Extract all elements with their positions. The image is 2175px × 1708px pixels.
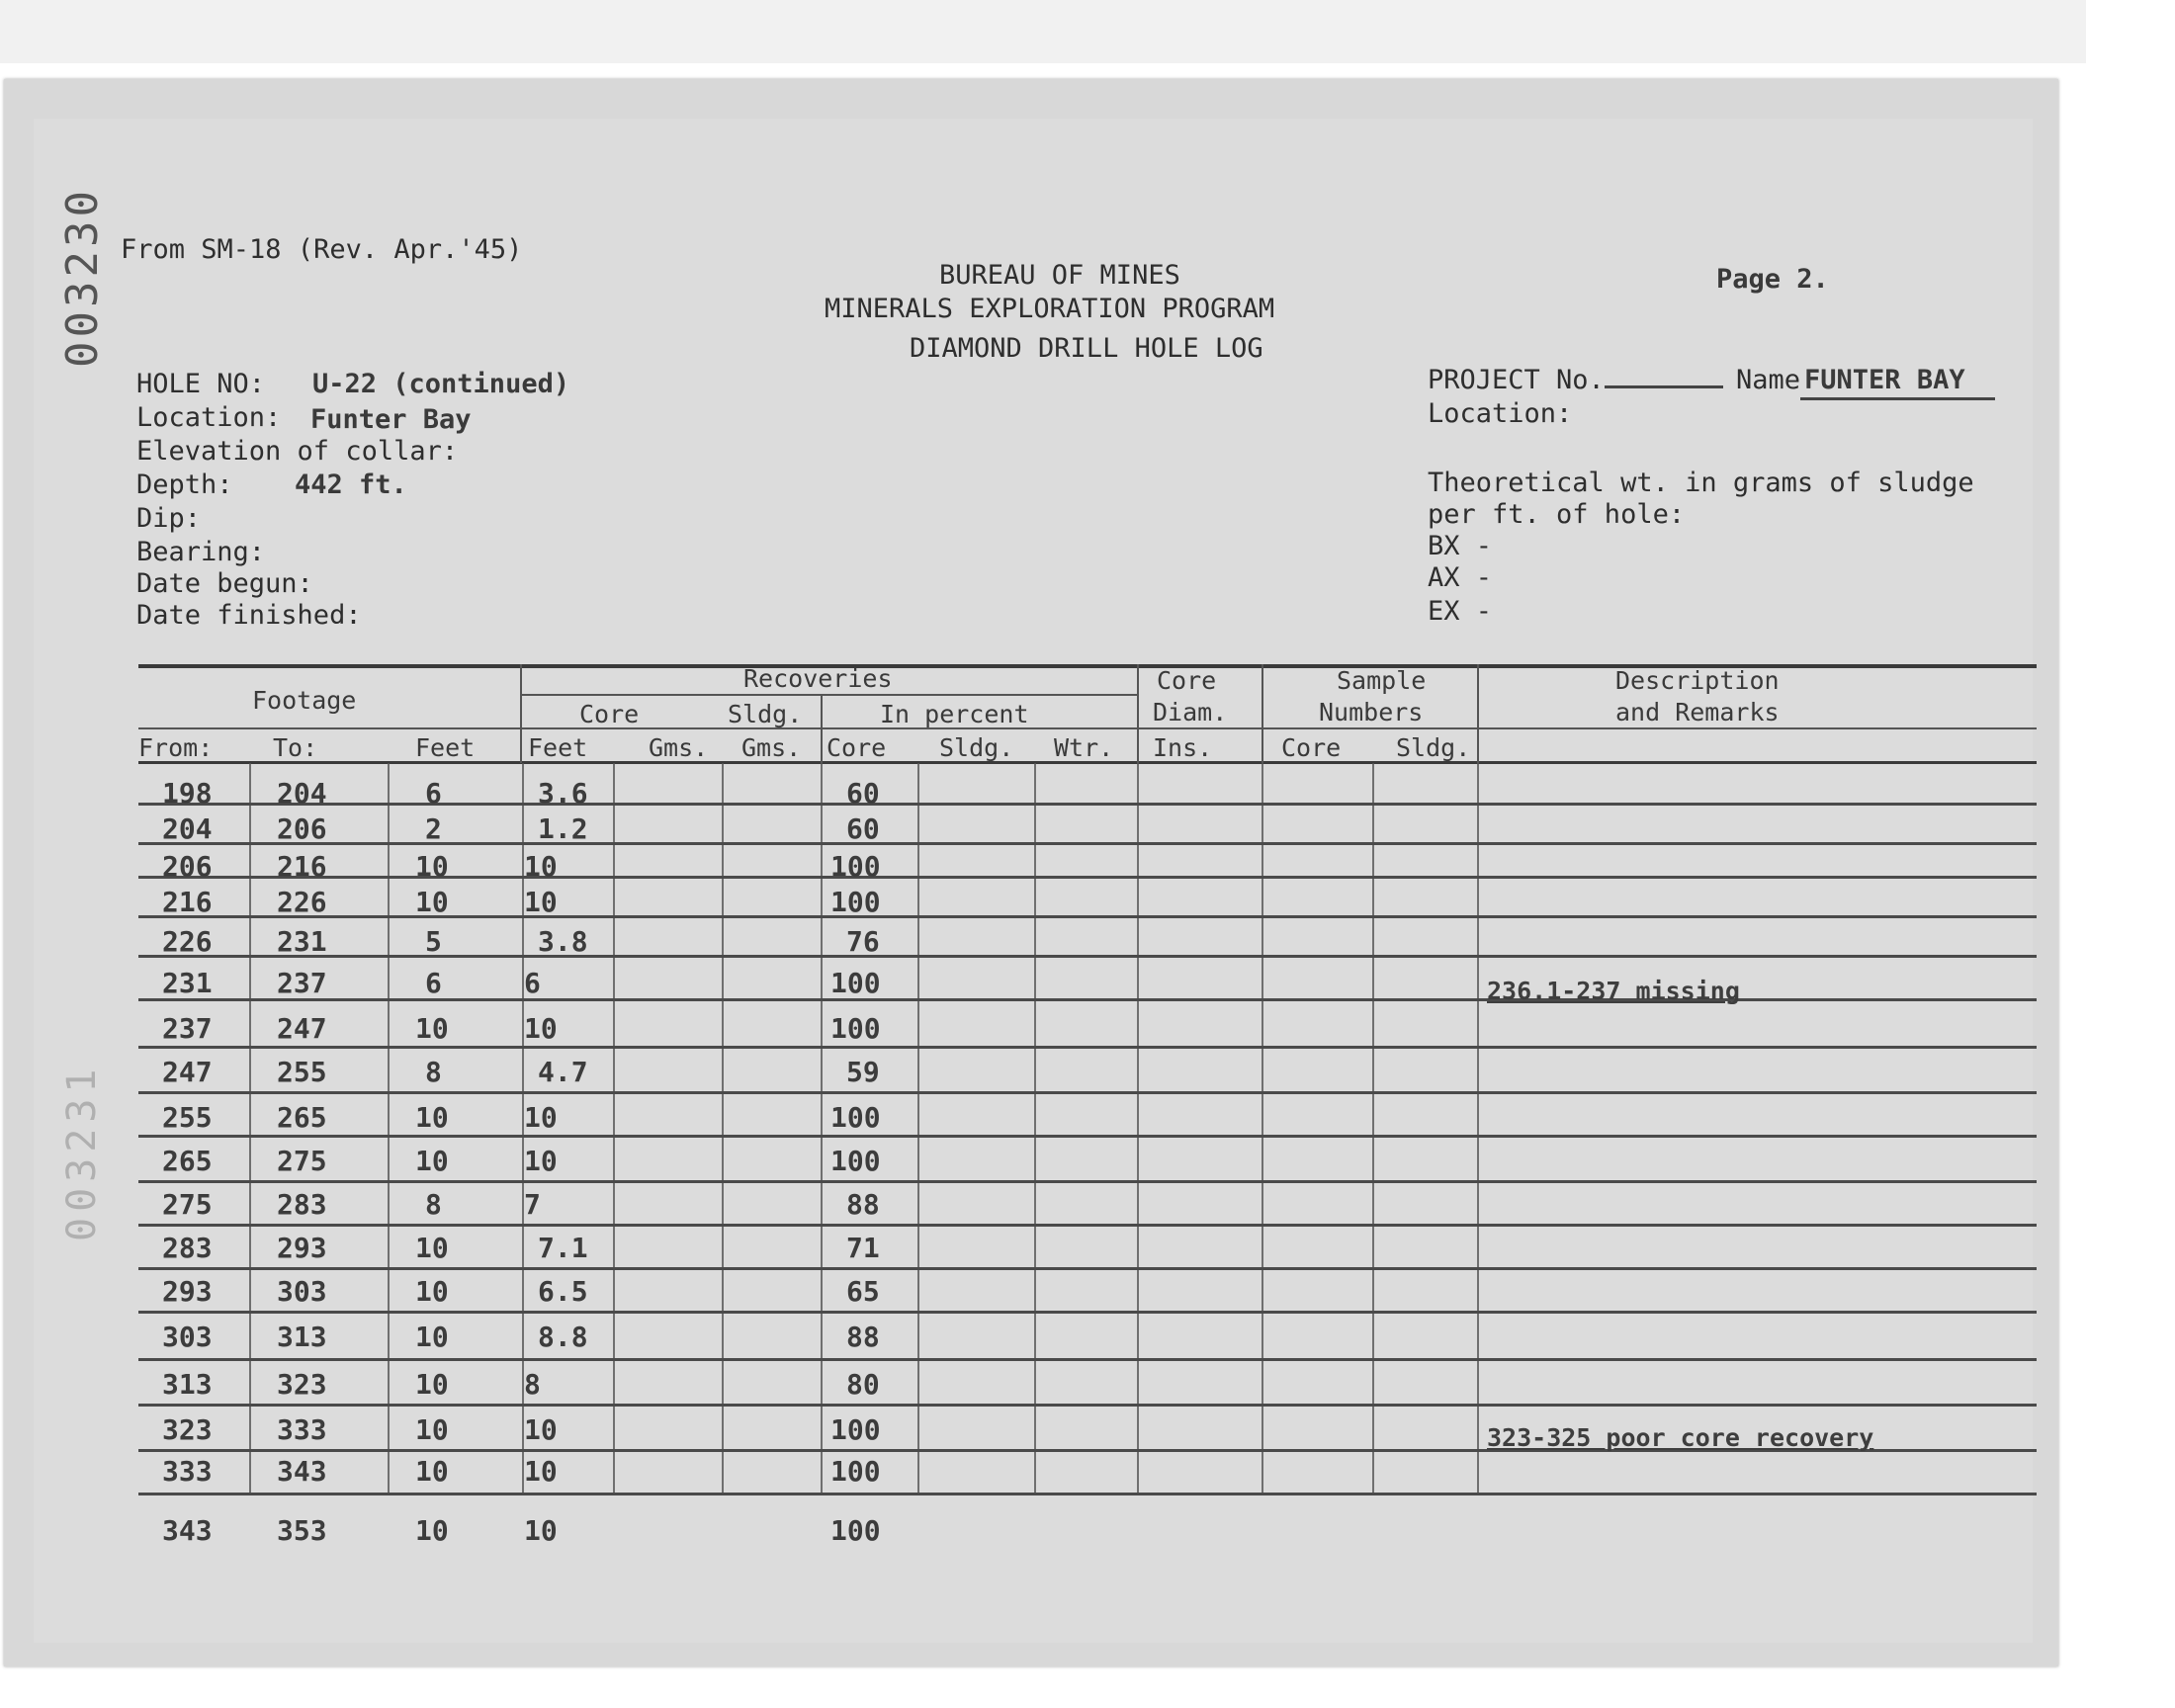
hdr-sldg-gms: Gms. bbox=[741, 733, 802, 762]
cell-to: 333 bbox=[277, 1413, 327, 1446]
theoretical-line1: Theoretical wt. in grams of sludge bbox=[1428, 468, 1974, 498]
hdr-pct-wtr: Wtr. bbox=[1054, 733, 1114, 762]
cell-feet: 10 bbox=[415, 1413, 449, 1446]
project-name-field bbox=[1736, 364, 1995, 400]
cell-pct-core: 60 bbox=[846, 777, 880, 810]
cell-core-feet: 6.5 bbox=[538, 1275, 588, 1308]
depth-value: 442 ft. bbox=[295, 470, 407, 500]
divider-core-pct bbox=[821, 696, 823, 763]
project-no-blank bbox=[1605, 366, 1723, 388]
cell-to: 303 bbox=[277, 1275, 327, 1308]
row-rule bbox=[138, 1493, 2037, 1495]
cell-feet: 10 bbox=[415, 1368, 449, 1401]
cell-feet: 10 bbox=[415, 1145, 449, 1177]
cell-from: 283 bbox=[162, 1232, 213, 1264]
hdr-sldg-group: Sldg. bbox=[728, 700, 803, 728]
cell-feet: 6 bbox=[425, 967, 442, 999]
hdr-sample-1: Sample bbox=[1337, 666, 1427, 695]
cell-pct-core: 100 bbox=[830, 1145, 881, 1177]
hdr-feet: Feet bbox=[415, 733, 476, 762]
cell-core-feet: 10 bbox=[524, 1145, 558, 1177]
cell-from: 204 bbox=[162, 812, 213, 845]
hdr-description-1: Description bbox=[1615, 666, 1780, 695]
cell-pct-core: 100 bbox=[830, 1413, 881, 1446]
cell-to: 231 bbox=[277, 925, 327, 958]
project-name-label: Name bbox=[1736, 365, 1801, 395]
viewer-top-strip bbox=[0, 0, 2086, 63]
cell-pct-core: 100 bbox=[830, 967, 881, 999]
hdr-to: To: bbox=[273, 733, 318, 762]
hdr-pct-sldg: Sldg. bbox=[939, 733, 1014, 762]
location-value: Funter Bay bbox=[310, 404, 472, 435]
cell-to: 313 bbox=[277, 1321, 327, 1353]
stamp-number-bleed: 003231 bbox=[59, 1063, 105, 1241]
hdr-core-diam-3: Ins. bbox=[1153, 733, 1213, 762]
date-begun-label: Date begun: bbox=[136, 568, 313, 599]
cell-to: 247 bbox=[277, 1012, 327, 1045]
cell-to: 206 bbox=[277, 812, 327, 845]
body-column-rule bbox=[1137, 763, 1139, 1494]
cell-core-feet: 3.6 bbox=[538, 777, 588, 810]
hole-no-value: U-22 (continued) bbox=[312, 369, 570, 399]
header-subrow-rule bbox=[138, 727, 2037, 729]
row-rule bbox=[138, 998, 2037, 1001]
cell-feet: 10 bbox=[415, 1275, 449, 1308]
cell-pct-core: 60 bbox=[846, 812, 880, 845]
cell-to: 204 bbox=[277, 777, 327, 810]
divider-footage-recoveries bbox=[520, 664, 522, 763]
row-rule bbox=[138, 1135, 2037, 1138]
stamp-number: 003230 bbox=[57, 187, 108, 368]
cell-from: 313 bbox=[162, 1368, 213, 1401]
cell-feet: 8 bbox=[425, 1056, 442, 1088]
cell-pct-core: 88 bbox=[846, 1188, 880, 1221]
ax-label: AX - bbox=[1428, 562, 1493, 593]
divider-diam-sample bbox=[1262, 664, 1263, 763]
row-rule bbox=[138, 1091, 2037, 1094]
cell-from: 275 bbox=[162, 1188, 213, 1221]
cell-to: 275 bbox=[277, 1145, 327, 1177]
cell-core-feet: 1.2 bbox=[538, 812, 588, 845]
cell-feet: 10 bbox=[415, 1101, 449, 1134]
cell-pct-core: 65 bbox=[846, 1275, 880, 1308]
hole-no-label: HOLE NO: bbox=[136, 369, 266, 399]
cell-from: 303 bbox=[162, 1321, 213, 1353]
cell-core-feet: 6 bbox=[524, 967, 541, 999]
header-program: MINERALS EXPLORATION PROGRAM bbox=[825, 294, 1275, 324]
recoveries-underline bbox=[520, 694, 1137, 696]
divider-recoveries-diam bbox=[1137, 664, 1139, 763]
body-column-rule bbox=[249, 763, 251, 1494]
cell-feet: 10 bbox=[415, 1232, 449, 1264]
cell-feet: 5 bbox=[425, 925, 442, 958]
cell-feet: 10 bbox=[415, 886, 449, 918]
row-rule bbox=[138, 1311, 2037, 1314]
cell-pct-core: 76 bbox=[846, 925, 880, 958]
hdr-core-diam-2: Diam. bbox=[1153, 698, 1228, 726]
cell-pct-core: 100 bbox=[830, 1455, 881, 1488]
hdr-core-feet: Feet bbox=[528, 733, 588, 762]
cell-from: 237 bbox=[162, 1012, 213, 1045]
cell-core-feet: 10 bbox=[524, 1514, 558, 1547]
cell-from: 198 bbox=[162, 777, 213, 810]
cell-to: 343 bbox=[277, 1455, 327, 1488]
cell-feet: 10 bbox=[415, 1455, 449, 1488]
body-column-rule bbox=[1262, 763, 1263, 1494]
cell-pct-core: 71 bbox=[846, 1232, 880, 1264]
ex-label: EX - bbox=[1428, 596, 1493, 627]
hdr-pct-core: Core bbox=[826, 733, 887, 762]
cell-remark: 236.1-237 missing bbox=[1487, 977, 1740, 1005]
hdr-footage: Footage bbox=[252, 686, 357, 715]
cell-core-feet: 10 bbox=[524, 850, 558, 883]
cell-core-feet: 10 bbox=[524, 886, 558, 918]
project-no-field bbox=[1428, 364, 1723, 397]
divider-sample-desc bbox=[1477, 664, 1479, 763]
cell-from: 206 bbox=[162, 850, 213, 883]
cell-feet: 10 bbox=[415, 1321, 449, 1353]
depth-label: Depth: bbox=[136, 470, 233, 500]
cell-from: 343 bbox=[162, 1514, 213, 1547]
cell-pct-core: 100 bbox=[830, 1012, 881, 1045]
cell-from: 323 bbox=[162, 1413, 213, 1446]
row-rule bbox=[138, 955, 2037, 958]
header-bureau: BUREAU OF MINES bbox=[939, 260, 1180, 291]
bx-label: BX - bbox=[1428, 531, 1493, 561]
cell-pct-core: 59 bbox=[846, 1056, 880, 1088]
cell-to: 323 bbox=[277, 1368, 327, 1401]
cell-core-feet: 10 bbox=[524, 1012, 558, 1045]
hdr-in-percent: In percent bbox=[880, 700, 1029, 728]
page-number: Page 2. bbox=[1716, 264, 1829, 295]
row-rule bbox=[138, 1358, 2037, 1361]
cell-feet: 6 bbox=[425, 777, 442, 810]
cell-pct-core: 100 bbox=[830, 850, 881, 883]
project-location-label: Location: bbox=[1428, 398, 1573, 429]
cell-core-feet: 10 bbox=[524, 1101, 558, 1134]
cell-from: 247 bbox=[162, 1056, 213, 1088]
cell-core-feet: 10 bbox=[524, 1455, 558, 1488]
project-name-value: FUNTER BAY bbox=[1800, 364, 1995, 400]
cell-to: 353 bbox=[277, 1514, 327, 1547]
cell-from: 255 bbox=[162, 1101, 213, 1134]
project-no-label: PROJECT No. bbox=[1428, 365, 1605, 395]
row-rule bbox=[138, 1404, 2037, 1407]
cell-core-feet: 7 bbox=[524, 1188, 541, 1221]
cell-pct-core: 100 bbox=[830, 1101, 881, 1134]
hdr-sample-core: Core bbox=[1281, 733, 1342, 762]
cell-feet: 8 bbox=[425, 1188, 442, 1221]
cell-to: 255 bbox=[277, 1056, 327, 1088]
row-rule bbox=[138, 1224, 2037, 1227]
body-column-rule bbox=[821, 763, 823, 1494]
hdr-sample-sldg: Sldg. bbox=[1396, 733, 1471, 762]
cell-to: 293 bbox=[277, 1232, 327, 1264]
cell-core-feet: 10 bbox=[524, 1413, 558, 1446]
cell-core-feet: 4.7 bbox=[538, 1056, 588, 1088]
cell-to: 237 bbox=[277, 967, 327, 999]
cell-to: 216 bbox=[277, 850, 327, 883]
date-finished-label: Date finished: bbox=[136, 600, 362, 631]
header-log-title: DIAMOND DRILL HOLE LOG bbox=[910, 333, 1263, 364]
body-column-rule bbox=[388, 763, 390, 1494]
theoretical-line2: per ft. of hole: bbox=[1428, 499, 1686, 530]
cell-from: 216 bbox=[162, 886, 213, 918]
hdr-description-2: and Remarks bbox=[1615, 698, 1780, 726]
cell-to: 265 bbox=[277, 1101, 327, 1134]
form-id: From SM-18 (Rev. Apr.'45) bbox=[121, 234, 523, 265]
cell-pct-core: 100 bbox=[830, 886, 881, 918]
cell-core-feet: 7.1 bbox=[538, 1232, 588, 1264]
row-rule bbox=[138, 1046, 2037, 1049]
hdr-sample-2: Numbers bbox=[1319, 698, 1424, 726]
dip-label: Dip: bbox=[136, 503, 202, 534]
row-rule bbox=[138, 1180, 2037, 1183]
cell-from: 265 bbox=[162, 1145, 213, 1177]
hdr-from: From: bbox=[138, 733, 214, 762]
hdr-core-gms: Gms. bbox=[649, 733, 709, 762]
cell-core-feet: 3.8 bbox=[538, 925, 588, 958]
hdr-core-group: Core bbox=[579, 700, 640, 728]
body-column-rule bbox=[917, 763, 919, 1494]
elevation-label: Elevation of collar: bbox=[136, 436, 459, 467]
cell-from: 293 bbox=[162, 1275, 213, 1308]
cell-pct-core: 100 bbox=[830, 1514, 881, 1547]
cell-feet: 10 bbox=[415, 1012, 449, 1045]
cell-from: 226 bbox=[162, 925, 213, 958]
cell-core-feet: 8.8 bbox=[538, 1321, 588, 1353]
body-column-rule bbox=[613, 763, 615, 1494]
bearing-label: Bearing: bbox=[136, 537, 266, 567]
cell-from: 231 bbox=[162, 967, 213, 999]
cell-pct-core: 88 bbox=[846, 1321, 880, 1353]
hdr-core-diam-1: Core bbox=[1157, 666, 1217, 695]
cell-pct-core: 80 bbox=[846, 1368, 880, 1401]
body-column-rule bbox=[1372, 763, 1374, 1494]
cell-feet: 2 bbox=[425, 812, 442, 845]
row-rule bbox=[138, 842, 2037, 845]
body-column-rule bbox=[1034, 763, 1036, 1494]
body-column-rule bbox=[722, 763, 724, 1494]
cell-remark: 323-325 poor core recovery bbox=[1487, 1423, 1874, 1452]
hdr-recoveries: Recoveries bbox=[743, 664, 893, 693]
cell-to: 226 bbox=[277, 886, 327, 918]
cell-from: 333 bbox=[162, 1455, 213, 1488]
cell-feet: 10 bbox=[415, 850, 449, 883]
cell-to: 283 bbox=[277, 1188, 327, 1221]
row-rule bbox=[138, 803, 2037, 806]
body-column-rule bbox=[1477, 763, 1479, 1494]
location-label: Location: bbox=[136, 402, 282, 433]
cell-feet: 10 bbox=[415, 1514, 449, 1547]
cell-core-feet: 8 bbox=[524, 1368, 541, 1401]
row-rule bbox=[138, 1267, 2037, 1270]
